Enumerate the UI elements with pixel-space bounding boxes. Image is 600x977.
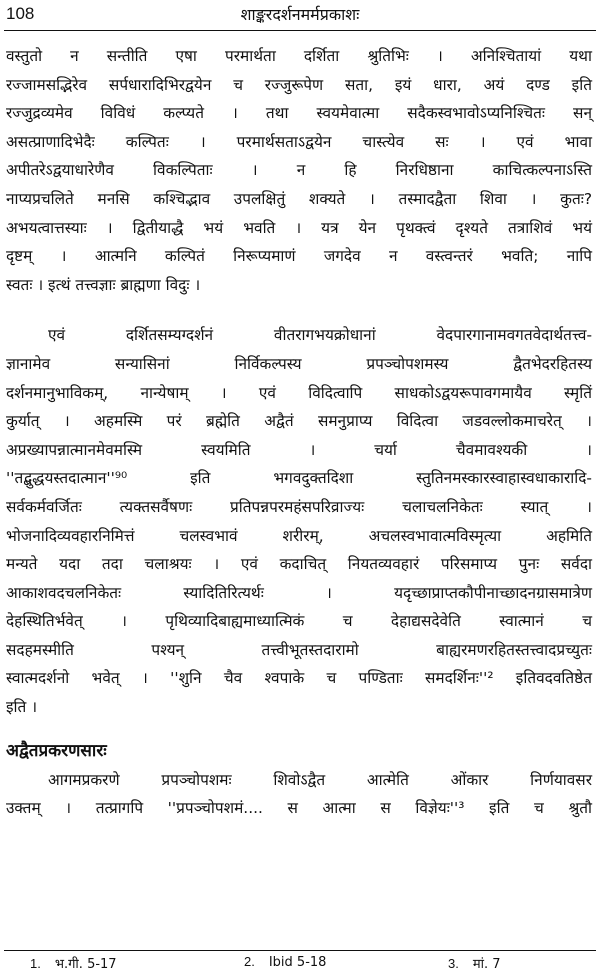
- text-line: रज्जुद्रव्यमेव विविधं कल्प्यते । तथा स्वयमेवात्मा सदैकस्वभावोऽप्यनिश्चितः सन्: [6, 104, 592, 123]
- footnote-rule: [4, 950, 596, 951]
- text-line: देहस्थितिर्भवेत् । पृथिव्यादिबाह्यमाध्यात्मिकं च देहाद्यसदेवेति स्वात्मानं च: [6, 612, 592, 631]
- section-paragraph: [6, 766, 592, 823]
- text-line: आकाशवदचलनिकेतः स्यादितिरित्यर्थः । यदृच्छाप्राप्तकौपीनाच्छादनग्रासमात्रेण: [6, 583, 592, 602]
- text-line: दृष्टम् । आत्मनि कल्पितं निरूप्यमाणं जगदेव न वस्त्वन्तरं भवति; नापि: [6, 247, 592, 266]
- text-line: सदहमस्मीति पश्यन् तत्त्वीभूतस्तदारामो बाह्यरमणरहितस्तत्त्वादप्रच्युतः: [6, 640, 592, 659]
- text-line: कुर्यात् । अहमस्मि परं ब्रह्मेति अद्वैतं समनुप्राप्य विदित्वा जडवल्लोकमाचरेत् ।: [6, 412, 592, 431]
- text-line: रज्जामसद्भिरेव सर्पधारादिभिरद्वयेन च रज्जुरूपेण सता, इयं धारा, अयं दण्ड इति: [6, 75, 592, 94]
- text-line: स्वतः । इत्थं तत्त्वज्ञाः ब्राह्मणा विदुः ।: [6, 275, 201, 294]
- text-line: असत्प्राणादिभेदैः कल्पितः । परमार्थसताऽद्वयेन चास्त्येव सः । एवं भावा: [6, 132, 592, 151]
- text-line: मन्यते यदा तदा चलाश्रयः । एवं कदाचित् नियतव्यवहारं परिसमाप्य पुनः सर्वदा: [6, 555, 592, 574]
- page-number: 108: [6, 4, 35, 23]
- footnote-1: [30, 954, 117, 972]
- text-line: स्वात्मदर्शनो भवेत् । ''शुनि चैव श्वपाके च पण्डिताः समदर्शिनः''² इतिवदवतिष्ठेत: [6, 669, 592, 688]
- text-line: आगमप्रकरणे प्रपञ्चोपशमः शिवोऽद्वैत आत्मेति ओंकार निर्णयावसर: [48, 770, 592, 789]
- page-header: [0, 0, 600, 34]
- section-heading: अद्वैतप्रकरणसारः: [6, 740, 107, 761]
- footnote-number: 1.: [30, 956, 41, 971]
- text-line: ज्ञानामेव सन्यासिनां निर्विकल्पस्य प्रपञ्चोपशमस्य द्वैतभेदरहितस्य: [6, 354, 592, 373]
- footnote-text: मां. 7: [472, 957, 501, 972]
- footnote-number: 3.: [448, 956, 459, 971]
- text-line: ''तद्बुद्धयस्तदात्मान''⁹⁰ इति भगवदुक्तदिशा स्तुतिनमस्कारस्वाहास्वधाकारादि-: [6, 469, 592, 488]
- text-line: नाप्यप्रचलिते मनसि कश्चिद्भाव उपलक्षितुं शक्यते । तस्माद‌द्वैता शिवा । कुतः?: [6, 189, 592, 208]
- header-rule: [4, 30, 596, 31]
- footnote-3: [448, 954, 501, 972]
- running-title: शाङ्करदर्शनमर्मप्रकाशः: [240, 5, 360, 24]
- paragraph-gap: [6, 299, 592, 321]
- paragraph-1: [6, 42, 592, 299]
- footnote-number: 2.: [244, 954, 255, 969]
- text-line: अपीतरेऽद्वयाधारेणैव विकल्पिताः । न हि निरधिष्ठाना काचित्कल्पनाऽस्ति: [6, 161, 592, 180]
- text-line: एवं दर्शितसम्यग्दर्शनं वीतरागभयक्रोधानां वेदपारगानामवगतवेदार्थतत्त्व-: [48, 326, 592, 345]
- text-line: उक्तम् । तत्प्रागपि ''प्रपञ्चोपशमं.... स आत्मा स विज्ञेयः''³ इति च श्रुतौ: [6, 799, 592, 818]
- paragraph-2: [6, 321, 592, 721]
- body-text: [6, 42, 592, 823]
- text-line: अप्रख्यापन्नात्मानमेवमस्मि स्वयमिति । चर्या चैवमावश्यकी ।: [6, 440, 592, 459]
- text-line: अभयत्वात्तस्याः । द्वितीयाद्धै भयं भवति । यत्र येन पृथक्त्वं दृश्यते तत्राशिवं भयं: [6, 218, 592, 237]
- text-line: भोजनादिव्यवहारनिमित्तं चलस्वभावं शरीरम्, अचलस्वभावात्मविस्मृत्या अहमिति: [6, 526, 592, 545]
- text-line: वस्तुतो न सन्तीति एषा परमार्थता दर्शिता श्रुतिभिः । अनिश्चितायां यथा: [6, 47, 592, 65]
- footnote-text: भ.गी. 5-17: [54, 957, 117, 972]
- footnote-text: Ibid 5-18: [268, 955, 327, 970]
- text-line: इति ।: [6, 698, 38, 717]
- text-line: सर्वकर्मवर्जितः त्यक्तसर्वैषणः प्रतिपन्नपरमहंसपरिव्राज्यः चलाचलनिकेतः स्यात् ।: [6, 497, 592, 516]
- text-line: दर्शनमानुभाविकम्, नान्येषाम् । एवं विदित्वापि साधकोऽद्वयरूपावगमायैव स्मृतिं: [6, 383, 592, 402]
- footnote-2: [244, 954, 326, 970]
- section-gap: [6, 722, 592, 736]
- footnotes: [0, 954, 600, 974]
